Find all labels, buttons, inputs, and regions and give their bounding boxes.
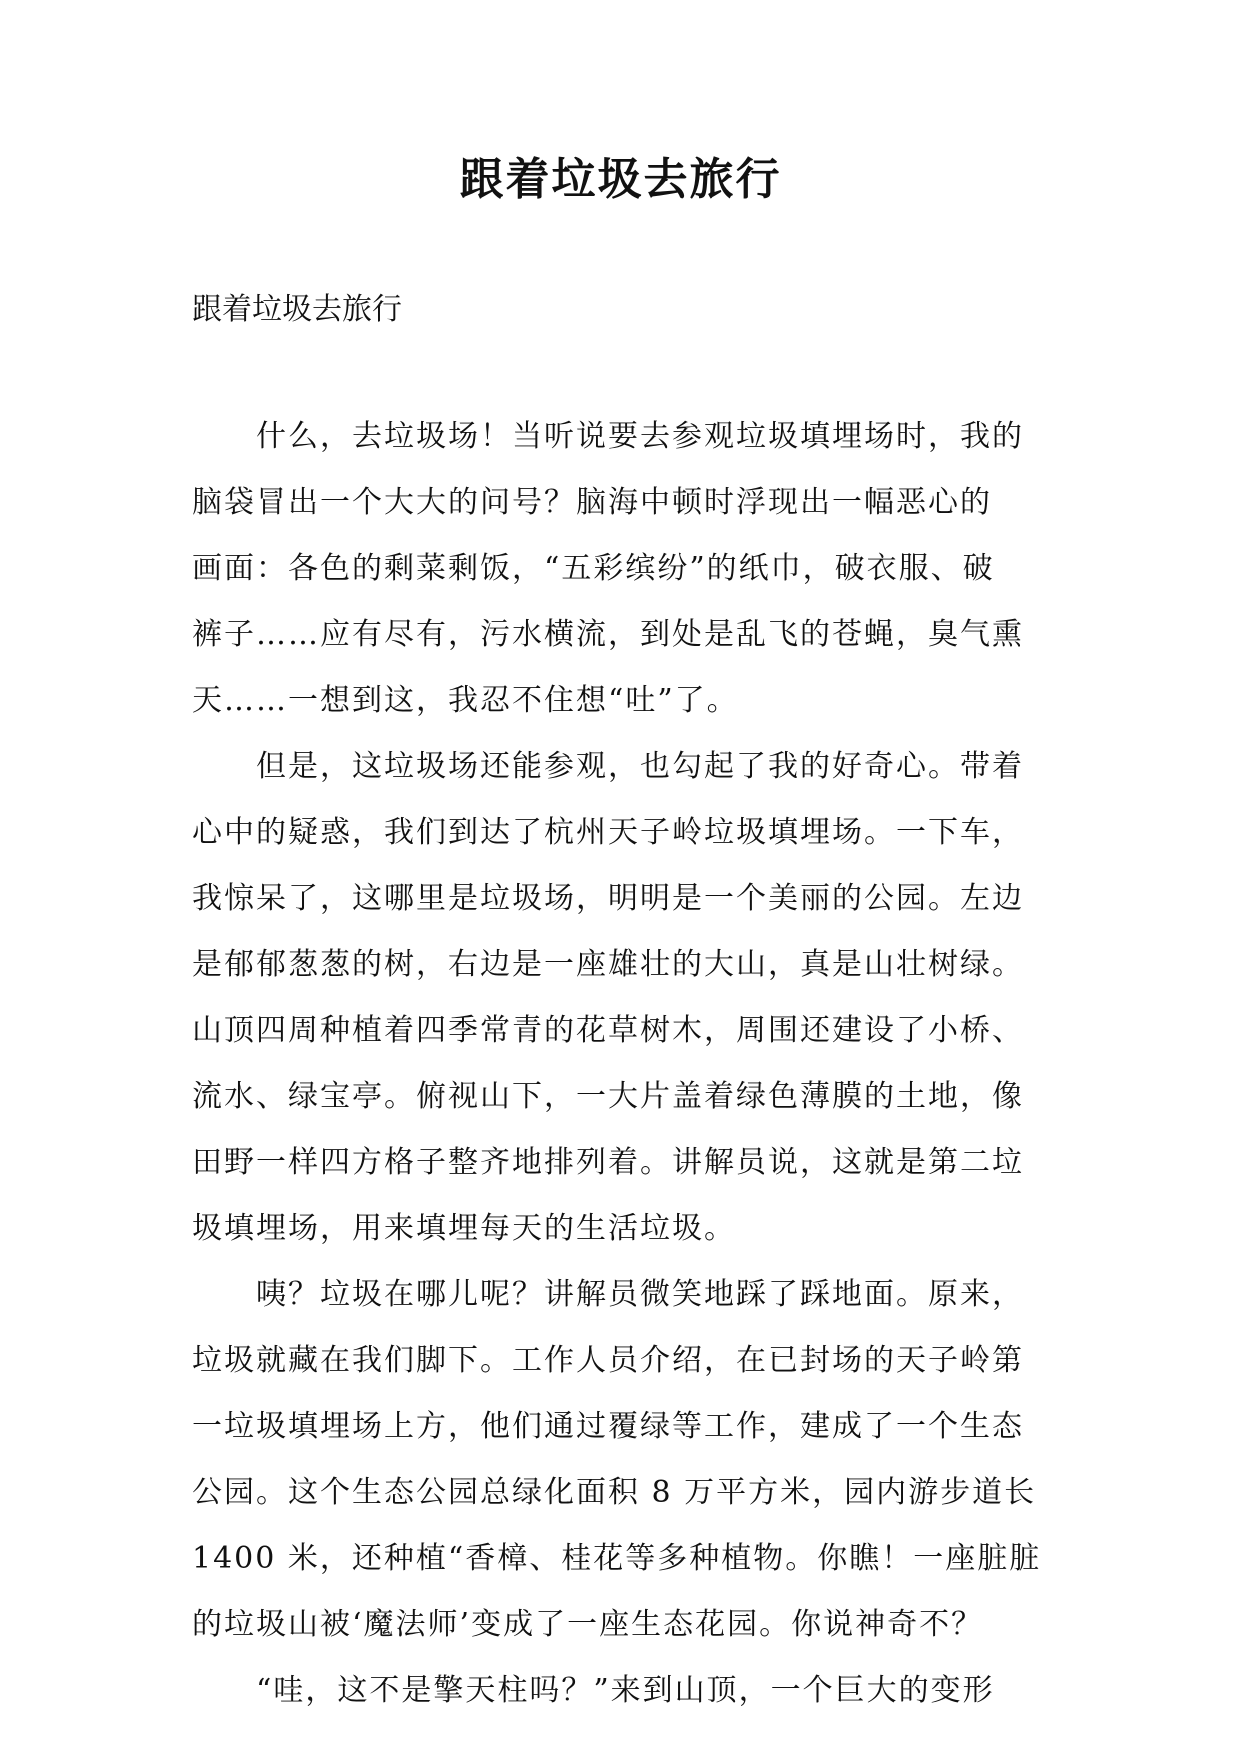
paragraph-line: 一垃圾填埋场上方，他们通过覆绿等工作，建成了一个生态 (192, 1409, 1024, 1444)
paragraph-line: 咦？垃圾在哪儿呢？讲解员微笑地踩了踩地面。原来， (256, 1277, 1024, 1312)
paragraph-line: 画面：各色的剩菜剩饭，“五彩缤纷”的纸巾，破衣服、破 (192, 551, 995, 586)
document-subtitle: 跟着垃圾去旅行 (192, 292, 402, 327)
paragraph-line: 垃圾就藏在我们脚下。工作人员介绍，在已封场的天子岭第 (192, 1343, 1024, 1378)
paragraph-line: 田野一样四方格子整齐地排列着。讲解员说，这就是第二垃 (192, 1145, 1024, 1180)
paragraph-line: 圾填埋场，用来填埋每天的生活垃圾。 (192, 1211, 736, 1246)
document-body (192, 404, 1072, 1724)
paragraph-line: 心中的疑惑，我们到达了杭州天子岭垃圾填埋场。一下车， (192, 815, 1024, 850)
paragraph-4 (192, 1658, 1072, 1724)
paragraph-line: 1400 米，还种植“香樟、桂花等多种植物。你瞧！一座脏脏 (192, 1541, 1042, 1576)
paragraph-line: 山顶四周种植着四季常青的花草树木，周围还建设了小桥、 (192, 1013, 1024, 1048)
paragraph-line: 但是，这垃圾场还能参观，也勾起了我的好奇心。带着 (256, 749, 1024, 784)
paragraph-line: 流水、绿宝亭。俯视山下，一大片盖着绿色薄膜的土地，像 (192, 1079, 1024, 1114)
paragraph-line: 裤子……应有尽有，污水横流，到处是乱飞的苍蝇，臭气熏 (192, 617, 1024, 652)
paragraph-1 (192, 404, 1072, 734)
paragraph-line: 是郁郁葱葱的树，右边是一座雄壮的大山，真是山壮树绿。 (192, 947, 1024, 982)
paragraph-line: 我惊呆了，这哪里是垃圾场，明明是一个美丽的公园。左边 (192, 881, 1024, 916)
paragraph-line: 天……一想到这，我忍不住想“吐”了。 (192, 683, 739, 718)
paragraph-line: 的垃圾山被‘魔法师’变成了一座生态花园。你说神奇不？ (192, 1607, 984, 1642)
paragraph-line: 脑袋冒出一个大大的问号？脑海中顿时浮现出一幅恶心的 (192, 485, 992, 520)
paragraph-line: “哇，这不是擎天柱吗？”来到山顶，一个巨大的变形 (256, 1673, 995, 1708)
paragraph-3 (192, 1262, 1072, 1658)
document-title: 跟着垃圾去旅行 (459, 154, 782, 205)
paragraph-line: 公园。这个生态公园总绿化面积 8 万平方米，园内游步道长 (192, 1475, 1037, 1510)
paragraph-2 (192, 734, 1072, 1262)
paragraph-line: 什么，去垃圾场！当听说要去参观垃圾填埋场时，我的 (256, 419, 1024, 454)
